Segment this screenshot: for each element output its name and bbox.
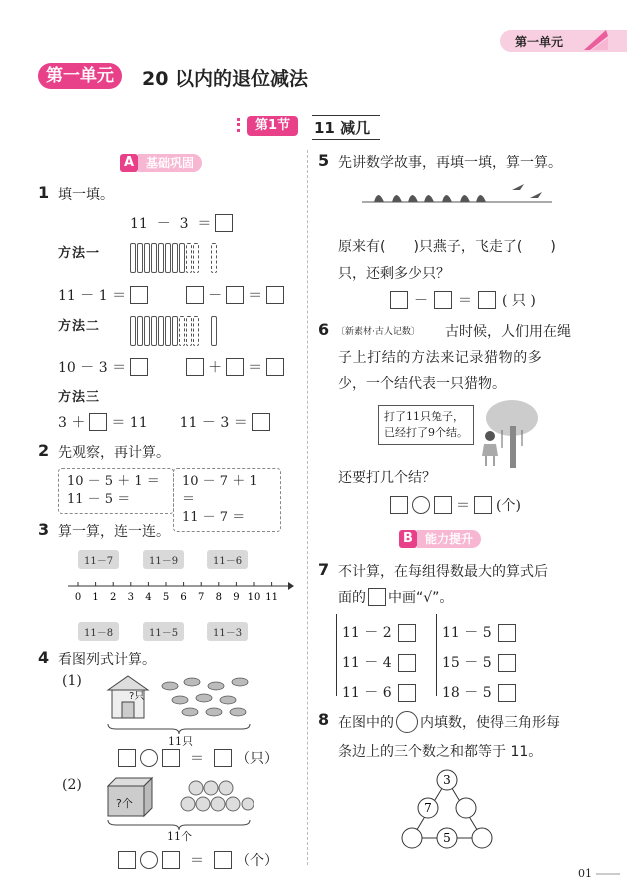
part-a-label: 基础巩固	[138, 154, 202, 172]
q4-part1-label: (1)	[62, 673, 82, 689]
q4-p1-total: 11只	[168, 735, 193, 748]
answer-box[interactable]	[266, 358, 284, 376]
q7-right-row	[442, 678, 516, 708]
q2-prompt: 先观察，再计算。	[58, 445, 170, 461]
operator-circle[interactable]	[140, 851, 158, 869]
q7-right-expr: 11 － 5	[442, 625, 492, 641]
birdhouse-and-birds-illustration	[104, 672, 254, 722]
answer-box[interactable]	[89, 413, 107, 431]
chapter-badge: 第一单元	[38, 63, 122, 89]
q1-method3-label: 方法三	[58, 390, 101, 405]
answer-box[interactable]	[478, 291, 496, 309]
q4-p2-total: 11个	[167, 830, 192, 843]
page-number: 01	[578, 867, 592, 880]
q7-left-group	[336, 614, 341, 696]
q6-bubble-line2: 已经打了9个结。	[384, 426, 468, 439]
q4-p1-house-label: ?只	[129, 691, 145, 702]
equals-sign: ＝	[456, 498, 470, 514]
answer-box[interactable]	[474, 496, 492, 514]
tree-and-girl-illustration	[472, 400, 538, 470]
q3-number: 3	[38, 520, 50, 539]
tick-label: 5	[162, 592, 170, 603]
q5-prompt: 先讲数学故事，再填一填，算一算。	[338, 155, 562, 171]
answer-box[interactable]	[215, 214, 233, 232]
operator-circle[interactable]	[412, 496, 430, 514]
answer-box[interactable]	[252, 413, 270, 431]
answer-box[interactable]	[226, 286, 244, 304]
q1-m3-eq-a: 3 ＋	[58, 415, 86, 431]
q4-part2-label: (2)	[62, 777, 82, 793]
pencil-stripe-icon	[580, 28, 610, 52]
q1-method1-sticks	[130, 243, 217, 273]
q5-line2: 只，还剩多少只？	[338, 266, 450, 282]
q8-line1	[338, 711, 560, 733]
q2-a2: 11 － 5 ＝	[67, 492, 131, 507]
q3-bottom-tag-2[interactable]: 11－5	[143, 622, 184, 641]
check-box[interactable]	[398, 654, 416, 672]
check-box[interactable]	[498, 654, 516, 672]
q7-number: 7	[318, 560, 330, 579]
tick-label: 2	[110, 592, 117, 603]
q7-left-expr: 11 － 4	[342, 655, 392, 671]
q4-part2-equation	[118, 850, 278, 870]
answer-box[interactable]	[214, 851, 232, 869]
q8-number: 8	[318, 710, 330, 729]
q6-line1: 古时候，人们用在绳	[445, 324, 571, 340]
inline-circle	[396, 711, 418, 733]
q2-box-right	[173, 468, 281, 532]
q7-line2	[338, 587, 453, 607]
q7-line2a: 面的	[338, 590, 366, 606]
part-a-letter: A	[120, 154, 138, 172]
unit-label: （个）	[236, 853, 278, 869]
unit-label: （只）	[236, 751, 278, 767]
answer-box[interactable]	[266, 286, 284, 304]
q4-part1-equation	[118, 748, 278, 768]
minus-sign: －	[208, 288, 223, 304]
unit-tab-label: 第一单元	[515, 35, 564, 49]
q6-bubble-line1: 打了11只兔子，	[384, 410, 464, 423]
q2-a1: 10 － 5 ＋ 1 ＝	[67, 474, 160, 489]
q7-right-group	[436, 614, 437, 696]
tick-label: 9	[233, 592, 240, 603]
q6-line3: 少，一个结代表一只猎物。	[338, 376, 506, 392]
q1-method1-label: 方法一	[58, 246, 101, 261]
q8-node-bottom-right	[472, 828, 492, 848]
operator-circle[interactable]	[140, 749, 158, 767]
tick-label: 8	[215, 592, 222, 603]
q3-bottom-tag-1[interactable]: 11－8	[78, 622, 119, 641]
chapter-title: 20 以内的退位减法	[142, 68, 309, 90]
q7-right-row	[442, 618, 516, 648]
tick-label: 4	[145, 592, 152, 603]
q1-m3-eq-c: 11 － 3 ＝	[179, 415, 248, 431]
q8-line2: 条边上的三个数之和都等于 11。	[338, 744, 543, 760]
answer-box[interactable]	[226, 358, 244, 376]
q2-number: 2	[38, 441, 50, 460]
q5-equation	[390, 290, 536, 310]
check-box[interactable]	[498, 624, 516, 642]
q7-line2b: 中画“√”。	[388, 590, 454, 606]
equals-sign: ＝	[248, 288, 263, 304]
answer-box[interactable]	[186, 286, 204, 304]
q7-line1: 不计算，在每组得数最大的算式后	[338, 564, 548, 580]
q8-line1b: 内填数，使得三角形每	[420, 715, 560, 731]
q6-line2: 子上打结的方法来记录猎物的多	[338, 350, 543, 366]
q8-triangle-diagram	[400, 768, 496, 852]
plus-sign: ＋	[208, 360, 223, 376]
footer-bar	[596, 873, 620, 875]
check-box[interactable]	[398, 684, 416, 702]
answer-box[interactable]	[130, 286, 148, 304]
equals-sign: ＝	[458, 293, 472, 309]
q7-right-expr: 18 － 5	[442, 685, 492, 701]
equals-sign: ＝	[190, 751, 204, 767]
q1-method1-equation	[58, 285, 284, 305]
q7-left-row	[342, 678, 416, 708]
q4-p2-box-label: ?个	[116, 797, 133, 810]
q2-b1: 10 － 7 ＋ 1 ＝	[182, 474, 258, 507]
q2-box-left	[58, 468, 174, 514]
answer-box[interactable]	[434, 496, 452, 514]
answer-box[interactable]	[130, 358, 148, 376]
q7-right-group-items	[442, 618, 516, 708]
q8-node-right	[456, 798, 476, 818]
answer-box[interactable]	[162, 851, 180, 869]
q8-top-value: 3	[443, 773, 451, 787]
q2-b2: 11 － 7 ＝	[182, 510, 246, 525]
q1-m3-eq-b: ＝ 11	[111, 415, 148, 431]
answer-box[interactable]	[434, 291, 452, 309]
column-divider	[307, 150, 308, 865]
equals-sign: ＝	[190, 853, 204, 869]
tick-label: 0	[74, 592, 82, 603]
q7-right-row	[442, 648, 516, 678]
tick-label: 10	[247, 592, 261, 603]
answer-box[interactable]	[214, 749, 232, 767]
unit-label: ( 只 )	[502, 293, 536, 309]
check-box[interactable]	[398, 624, 416, 642]
unit-label: (个)	[496, 498, 521, 514]
q6-number: 6	[318, 320, 330, 339]
tick-label: 6	[180, 592, 187, 603]
q4-number: 4	[38, 648, 50, 667]
q1-method2-equation	[58, 357, 284, 377]
part-b-letter: B	[399, 530, 417, 548]
section-badge: 第1节	[247, 116, 298, 136]
answer-box[interactable]	[186, 358, 204, 376]
q5-number: 5	[318, 151, 330, 170]
q6-equation	[390, 495, 521, 515]
q6-tag: 〔新素材·古人记数〕	[336, 327, 420, 337]
q7-left-row	[342, 648, 416, 678]
q1-method2-sticks	[130, 316, 217, 346]
q1-prompt: 填一填。	[58, 187, 114, 203]
q6-speech-bubble	[378, 405, 474, 445]
q3-bottom-tag-3[interactable]: 11－3	[207, 622, 248, 641]
q8-left-value: 7	[424, 801, 432, 815]
q5-line1: 原来有( )只燕子，飞走了( )	[338, 239, 556, 255]
q4-prompt: 看图列式计算。	[58, 652, 156, 668]
q1-number: 1	[38, 183, 50, 202]
q3-top-tag-1[interactable]: 11－7	[78, 550, 119, 569]
inline-box	[368, 588, 386, 606]
tick-label: 3	[127, 592, 134, 603]
q3-top-tag-2[interactable]: 11－9	[143, 550, 184, 569]
q7-left-group-items	[342, 618, 416, 708]
minus-sign: －	[414, 293, 428, 309]
q8-line1a: 在图中的	[338, 715, 394, 731]
part-a-badge	[120, 153, 202, 173]
q7-left-expr: 11 － 2	[342, 625, 392, 641]
q1-m1-eq-left: 11 － 1 ＝	[58, 288, 127, 304]
answer-box[interactable]	[118, 851, 136, 869]
tick-label: 11	[265, 592, 278, 603]
q7-right-expr: 15 － 5	[442, 655, 492, 671]
equals-sign: ＝	[248, 360, 263, 376]
q3-number-line	[68, 578, 294, 608]
q1-top-equation	[130, 213, 233, 233]
q1-method3-equation	[58, 412, 270, 432]
q7-left-row	[342, 618, 416, 648]
answer-box[interactable]	[390, 291, 408, 309]
q8-node-bottom-left	[402, 828, 422, 848]
answer-box[interactable]	[162, 749, 180, 767]
q3-top-tag-3[interactable]: 11－6	[207, 550, 248, 569]
q1-m2-eq-left: 10 － 3 ＝	[58, 360, 127, 376]
q3-prompt: 算一算，连一连。	[58, 524, 170, 540]
part-b-badge	[399, 529, 481, 549]
section-title: 11 减几	[312, 115, 380, 140]
tick-label: 1	[92, 592, 99, 603]
q1-method2-label: 方法二	[58, 319, 101, 334]
q1-top-eq-text: 11 － 3 ＝	[130, 216, 212, 232]
q8-bottom-value: 5	[443, 831, 451, 845]
q7-left-expr: 11 － 6	[342, 685, 392, 701]
tick-label: 7	[198, 592, 205, 603]
swallows-on-wire-illustration	[362, 180, 552, 220]
q6-question: 还要打几个结？	[338, 470, 436, 486]
answer-box[interactable]	[118, 749, 136, 767]
answer-box[interactable]	[390, 496, 408, 514]
part-b-label: 能力提升	[417, 530, 481, 548]
check-box[interactable]	[498, 684, 516, 702]
